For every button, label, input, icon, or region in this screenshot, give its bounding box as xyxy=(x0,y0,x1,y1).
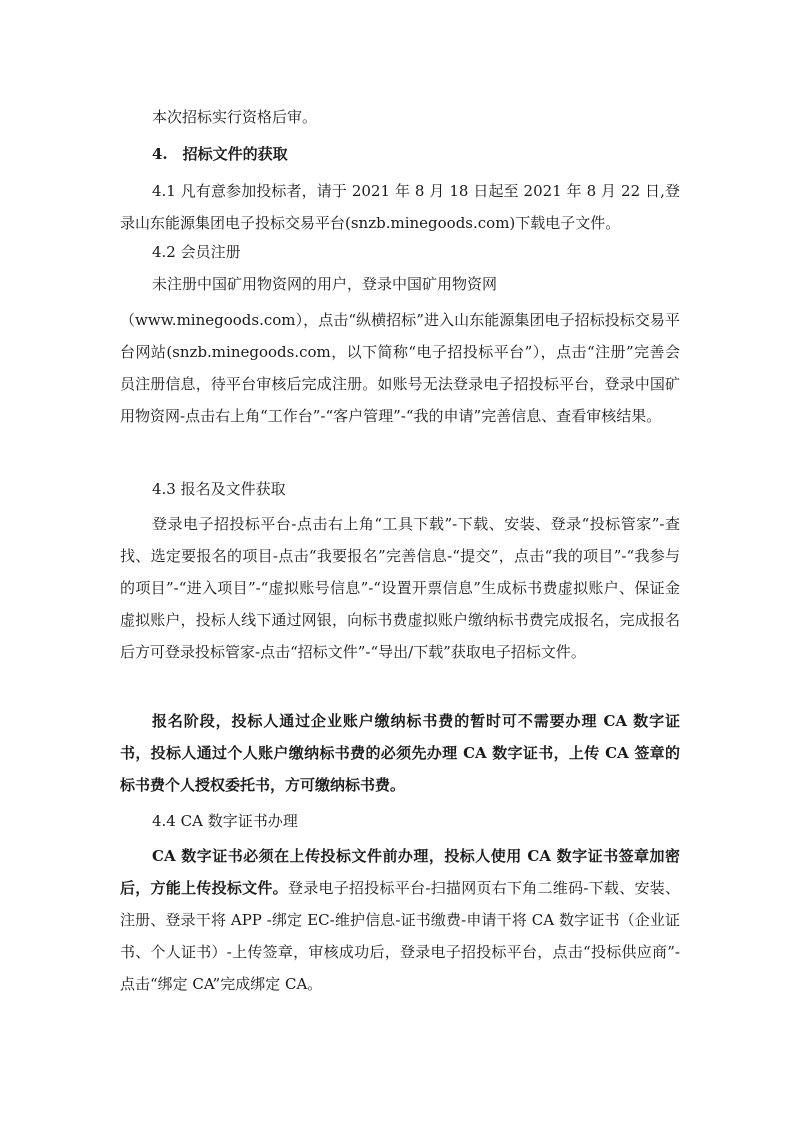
section-4-4-heading: 4.4 CA 数字证书办理 xyxy=(152,812,298,830)
section-4-4-rest-text: 登录电子招投标平台-扫描网页右下角二维码-下载、安装、注册、登录干将 APP -绑定 EC-维护信息-证书缴费-申请干将 CA 数字证书（企业证书、个人证书）-上传签章，审核成功后，登录电子招投标平台，点击“投标供应商”-点击“绑定 CA”完成绑定 CA。 xyxy=(120,879,680,993)
section-4-2-body: （www.minegoods.com），点击“纵横招标”进入山东能源集团电子招标投标交易平台网站(snzb.minegoods.com，以下简称“电子招投标平台”），点击“注册”完善会员注册信息，待平台审核后完成注册。如账号无法登录电子招投标平台，登录中国矿用物资网-点击右上角“工作台”-“客户管理”-“我的申请”完善信息、查看审核结果。 xyxy=(120,311,680,425)
section-4-4-bold-text: CA 数字证书必须在上传投标文件前办理，投标人使用 CA 数字证书签章加密后，方能上传投标文件。 xyxy=(120,847,680,897)
section-4-4-body xyxy=(120,840,680,1000)
section-4-2-intro: 未注册中国矿用物资网的用户，登录中国矿用物资网 xyxy=(152,275,498,293)
section-4-2-heading: 4.2 会员注册 xyxy=(152,243,241,261)
section-4-1-paragraph: 4.1 凡有意参加投标者，请于 2021 年 8 月 18 日起至 2021 年 8 月 22 日,登录山东能源集团电子投标交易平台(snzb.minegoods.com)下载电子文件。 xyxy=(120,182,680,232)
section-4-3-heading: 4.3 报名及文件获取 xyxy=(152,480,286,498)
section-4-heading: 4. 招标文件的获取 xyxy=(152,145,288,163)
qualification-review-paragraph: 本次招标实行资格后审。 xyxy=(152,108,318,126)
section-4-3-bold-notice: 报名阶段，投标人通过企业账户缴纳标书费的暂时可不需要办理 CA 数字证书，投标人通过个人账户缴纳标书费的必须先办理 CA 数字证书，上传 CA 签章的标书费个人授权委托书，方可缴纳标书费。 xyxy=(120,712,680,794)
section-4-3-body: 登录电子招投标平台-点击右上角“工具下载”-下载、安装、登录“投标管家”-查找、选定要报名的项目-点击“我要报名”完善信息-“提交”，点击“我的项目”-“我参与的项目”-“进入项目”-“虚拟账号信息”-“设置开票信息”生成标书费虚拟账户、保证金虚拟账户，投标人线下通过网银，向标书费虚拟账户缴纳标书费完成报名，完成报名后方可登录投标管家-点击“招标文件”-“导出/下载”获取电子招标文件。 xyxy=(120,515,680,661)
